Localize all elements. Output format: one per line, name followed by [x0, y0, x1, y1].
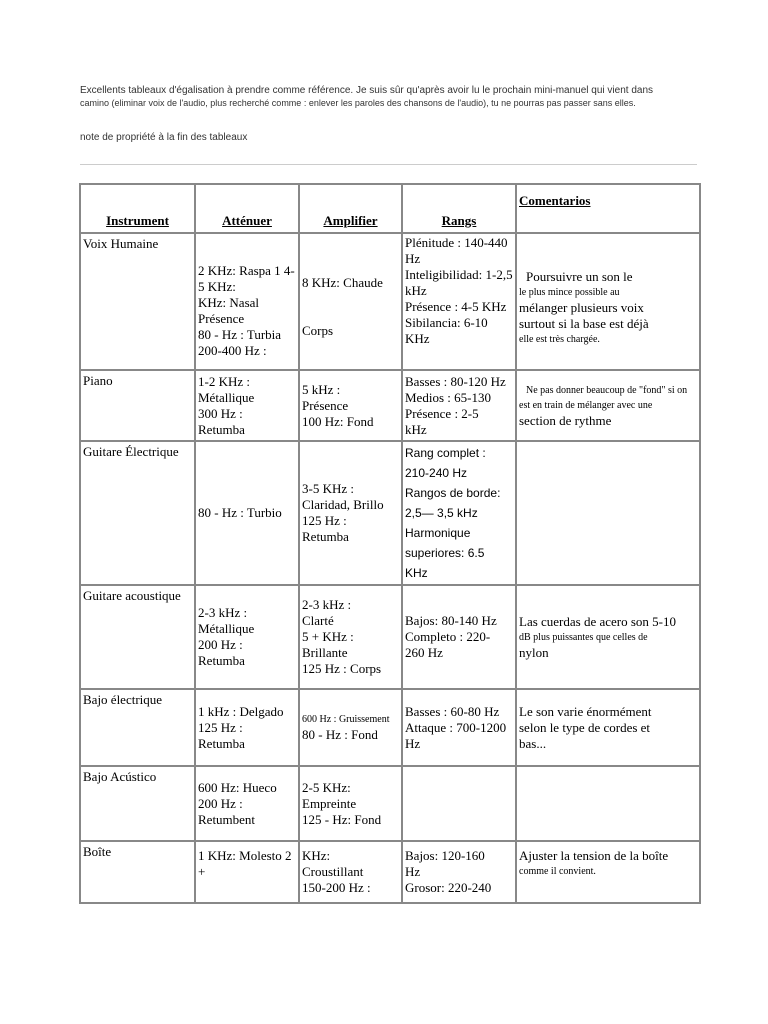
cell-attenuer: 1 kHz : Delgado 125 Hz : Retumba	[195, 689, 299, 766]
cell-amplifier: 5 kHz : Présence 100 Hz: Fond	[299, 370, 402, 441]
cell-comentarios	[516, 233, 700, 370]
cell-rangs: Bajos: 120-160 Hz Grosor: 220-240	[402, 841, 516, 903]
cell-instrument: Bajo électrique	[80, 689, 195, 766]
cell-rangs: Basses : 60-80 Hz Attaque : 700-1200 Hz	[402, 689, 516, 766]
header-comentarios: Comentarios	[516, 184, 700, 233]
cell-attenuer: 2 KHz: Raspa 1 4-5 KHz: KHz: Nasal Présence 80 - Hz : Turbia 200-400 Hz :	[195, 233, 299, 370]
cell-amplifier: KHz: Croustillant 150-200 Hz :	[299, 841, 402, 903]
cell-instrument: Bajo Acústico	[80, 766, 195, 841]
horizontal-divider	[80, 164, 697, 165]
cell-comentarios	[516, 585, 700, 689]
amplifier-line: 80 - Hz : Fond	[302, 727, 378, 742]
comment-line: Ajuster la tension de la boîte	[519, 848, 669, 863]
cell-amplifier: 2-3 kHz : Clarté 5 + KHz : Brillante 125 Hz : Corps	[299, 585, 402, 689]
cell-comentarios: Le son varie énormément selon le type de cordes et bas...	[516, 689, 700, 766]
cell-attenuer: 1-2 KHz : Métallique 300 Hz : Retumba	[195, 370, 299, 441]
table-row	[80, 233, 700, 370]
cell-rangs	[402, 766, 516, 841]
comment-line: comme il convient.	[519, 866, 596, 877]
intro-line-1: Excellents tableaux d'égalisation à prendre comme référence. Je suis sûr qu'après avoir lu le prochain mini-manuel qui vient dans	[80, 85, 654, 96]
header-rangs: Rangs	[402, 184, 516, 233]
cell-attenuer: 1 KHz: Molesto 2 +	[195, 841, 299, 903]
cell-comentarios	[516, 370, 700, 441]
table-row	[80, 689, 700, 766]
cell-attenuer: 2-3 kHz : Métallique 200 Hz : Retumba	[195, 585, 299, 689]
intro-text	[80, 84, 700, 110]
table-row	[80, 370, 700, 441]
header-instrument: Instrument	[80, 184, 195, 233]
comment-line: mélanger plusieurs voix surtout si la base est déjà	[519, 300, 649, 331]
cell-amplifier	[299, 689, 402, 766]
cell-rangs: Rang complet : 210-240 Hz Rangos de borde: 2,5— 3,5 kHz Harmonique superiores: 6.5 KHz	[402, 441, 516, 585]
comment-line: elle est très chargée.	[519, 334, 600, 345]
comment-line: nylon	[519, 644, 549, 660]
cell-instrument: Guitare acoustique	[80, 585, 195, 689]
comment-line: Ne pas donner beaucoup de "fond" si on	[526, 384, 688, 396]
cell-rangs: Basses : 80-120 Hz Medios : 65-130 Présence : 2-5 kHz	[402, 370, 516, 441]
comment-line: le plus mince possible au	[519, 287, 620, 298]
table-row	[80, 585, 700, 689]
cell-attenuer: 80 - Hz : Turbio	[195, 441, 299, 585]
table-header-row	[80, 184, 700, 233]
table-row	[80, 441, 700, 585]
cell-amplifier: 8 KHz: Chaude Corps	[299, 233, 402, 370]
intro-line-2: camino (eliminar voix de l'audio, plus recherché comme : enlever les paroles des chansons de l'audio), tu ne pourras pas passer sans elles.	[80, 98, 636, 108]
ownership-note: note de propriété à la fin des tableaux	[80, 132, 248, 143]
comment-line: est en train de mélanger avec une	[519, 399, 653, 411]
cell-instrument: Voix Humaine	[80, 233, 195, 370]
cell-rangs: Bajos: 80-140 Hz Completo : 220- 260 Hz	[402, 585, 516, 689]
cell-amplifier: 3-5 KHz : Claridad, Brillo 125 Hz : Retumba	[299, 441, 402, 585]
cell-instrument: Guitare Électrique	[80, 441, 195, 585]
cell-rangs: Plénitude : 140-440 Hz Inteligibilidad: 1-2,5 kHz Présence : 4-5 KHz Sibilancia: 6-10 KHz	[402, 233, 516, 370]
amplifier-line: 600 Hz : Gruissement	[302, 714, 390, 725]
table-row	[80, 841, 700, 903]
cell-amplifier: 2-5 KHz: Empreinte 125 - Hz: Fond	[299, 766, 402, 841]
header-amplifier: Amplifier	[299, 184, 402, 233]
header-attenuer: Atténuer	[195, 184, 299, 233]
cell-attenuer: 600 Hz: Hueco 200 Hz : Retumbent	[195, 766, 299, 841]
comment-line: Poursuivre un son le	[526, 269, 633, 284]
cell-comentarios	[516, 841, 700, 903]
cell-instrument: Piano	[80, 370, 195, 441]
comment-line: section de rythme	[519, 412, 612, 428]
table-row	[80, 766, 700, 841]
comment-line: Las cuerdas de acero son 5-10	[519, 613, 677, 629]
cell-instrument: Boîte	[80, 841, 195, 903]
cell-comentarios	[516, 766, 700, 841]
cell-comentarios	[516, 441, 700, 585]
comment-line: dB plus puissantes que celles de	[519, 631, 648, 643]
eq-table	[79, 183, 701, 904]
